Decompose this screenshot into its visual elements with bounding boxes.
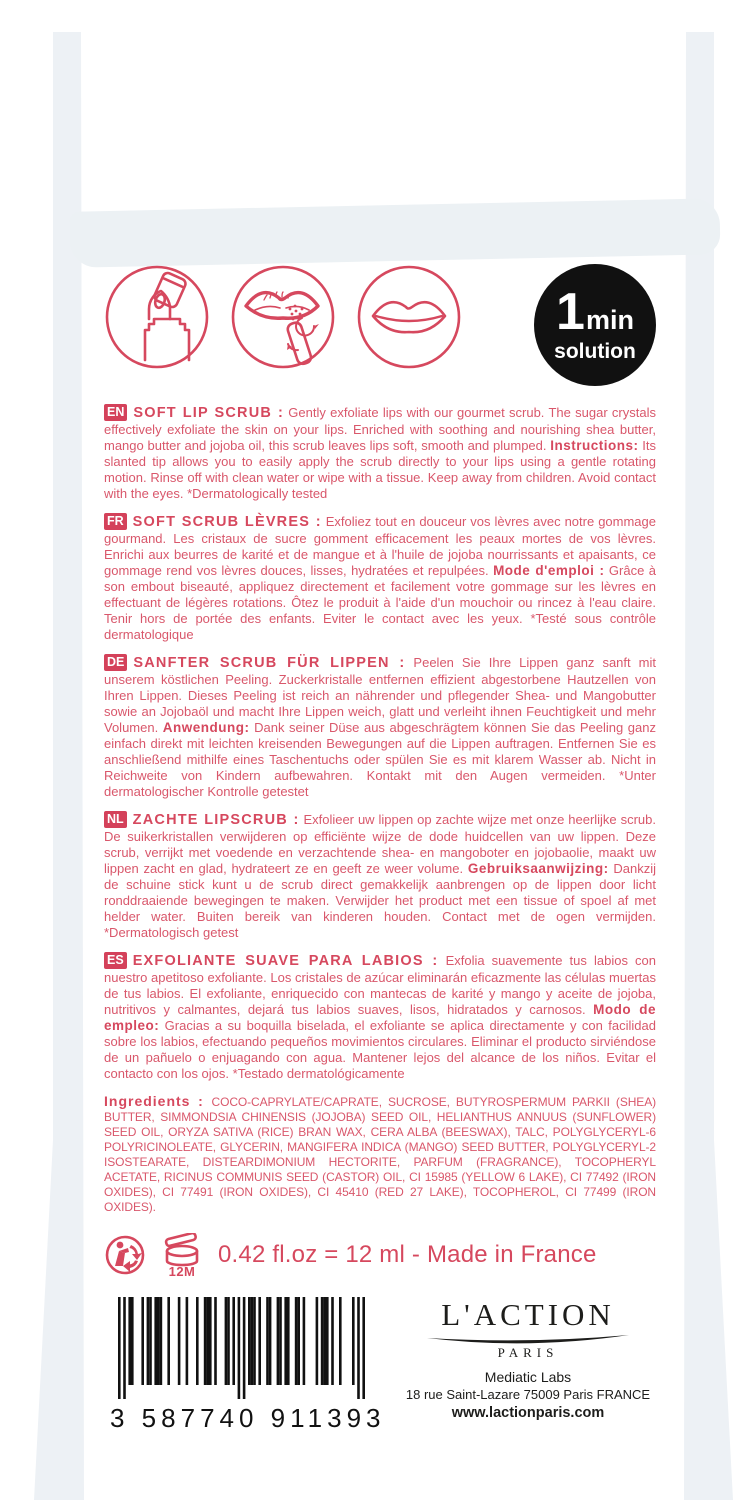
size-made-in-france-text: 0.42 fl.oz = 12 ml - Made in France — [218, 1241, 597, 1268]
section-de — [104, 655, 656, 800]
barcode-brand-row — [104, 1297, 656, 1434]
section-de-body1: Peelen Sie Ihre Lippen ganz sanft mit unserem köstlichen Peeling. Zuckerkristalle entfernen effizient abgestorbene Hautzellen von Ihren Lippen. Dieses Peeling ist reich an nährender und pflegender Shea- und Mangobutter sowie an Jojobaöl und macht Ihre Lippen weich, glatt und verleiht ihnen Feuchtigkeit und mehr Volumen. — [104, 655, 656, 735]
brand-address: 18 rue Saint-Lazare 75009 Paris FRANCE — [405, 1387, 651, 1402]
pack-fold-band — [69, 198, 720, 268]
badge-1min-min: min — [585, 305, 634, 335]
lipstick-open-icon — [104, 264, 210, 370]
section-fr — [104, 514, 656, 643]
section-es-body1: Exfolia suavemente tus labios con nuestro apetitoso exfoliante. Los cristales de azúcar eliminarán eficazmente las células muertas de tus labios. El exfoliante, enriquecido con mantecas de karité y mango y aceite de jojoba, nutritivos y calmantes, dejará tus labios suaves, lisos, hidratados y carnosos. — [104, 953, 656, 1017]
lang-badge-es: ES — [104, 952, 127, 969]
section-en — [104, 405, 656, 502]
barcode-bars — [110, 1297, 370, 1401]
brand-website: www.lactionparis.com — [451, 1405, 605, 1421]
size-line-row — [104, 1229, 656, 1281]
brand-labs: Mediatic Labs — [484, 1369, 572, 1385]
section-en-body2: Its slanted tip allows you to easily apply the scrub directly to your lips using a gentle rotating motion. Rinse off with clean water or wipe with a tissue. Keep away from children. Avoid contact with the eyes. *Dermatologically tested — [104, 438, 656, 501]
badge-1min-solution: solution — [554, 340, 636, 363]
section-de-body2: Dank seiner Düse aus abgeschrägtem können Sie das Peeling ganz einfach direkt mit leichten kreisenden Bewegungen auf die Lippen auftragen. Entfernen Sie es anschließend mithilfe eines Taschentuchs oder spülen Sie es mit klarem Wasser ab. Nicht in Reichweite von Kindern aufbewahren. Kontakt mit den Augen vermeiden. *Unter dermatologischer Kontrolle getestet — [104, 720, 656, 799]
barcode-block — [110, 1297, 390, 1434]
smooth-lips-icon — [356, 264, 462, 370]
section-nl-body2: Dankzij de schuine stick kunt u de scrub direct gemakkelijk aanbrengen op de lippen door licht ronddraaiende bewegingen te maken. Verwijder het product met een tissue of spoel af met helder water. Buiten bereik van kinderen houden. Contact met de ogen vermijden. *Dermatologisch getest — [104, 861, 656, 940]
section-es-title: EXFOLIANTE SUAVE PARA LABIOS : — [132, 953, 439, 969]
section-fr-body1: Exfoliez tout en douceur vos lèvres avec notre gommage gourmand. Les cristaux de sucre gomment efficacement les peaux mortes de vos lèvres. Enrichi aux beurres de karité et de mangue et à l'huile de jojoba nourrissants et apaisants, ce gommage rend vos lèvres douces, lisses, hydratées et repulpées. — [104, 514, 656, 578]
section-de-title: SANFTER SCRUB FÜR LIPPEN : — [133, 655, 406, 671]
lang-badge-nl: NL — [104, 811, 127, 828]
ingredients-label: Ingredients : — [104, 1093, 212, 1109]
lang-badge-de: DE — [104, 654, 127, 671]
section-nl — [104, 812, 656, 941]
triman-recycle-icon — [104, 1232, 150, 1278]
section-es — [104, 953, 656, 1082]
lips-apply-scrub-icon — [230, 264, 336, 370]
section-fr-keyword: Mode d'emploi : — [493, 563, 605, 578]
one-min-solution-badge — [534, 264, 656, 386]
pao-open-jar-icon — [160, 1233, 204, 1267]
brand-name: L'ACTION — [441, 1297, 615, 1332]
pao-12m — [160, 1233, 204, 1278]
section-en-body1: Gently exfoliate lips with our gourmet scrub. The sugar crystals effectively exfoliate the skin on your lips. Enriched with soothing and nourishing shea butter, mango butter and jojoba oil, this scrub leaves lips soft, smooth and plumped. — [104, 405, 656, 453]
badge-1min-number: 1 — [556, 283, 583, 341]
section-es-keyword: Modo de empleo: — [104, 1002, 657, 1033]
lang-badge-fr: FR — [104, 513, 127, 530]
brand-block — [400, 1297, 656, 1421]
ingredients-text: COCO-CAPRYLATE/CAPRATE, SUCROSE, BUTYROSPERMUM PARKII (SHEA) BUTTER, SIMMONDSIA CHINENSIS (JOJOBA) SEED OIL, HELIANTHUS ANNUUS (SUNFLOWER) SEED OIL, ORYZA SATIVA (RICE) BRAN WAX, CERA ALBA (BEESWAX), TALC, POLYGLYCERYL-6 POLYRICINOLEATE, GLYCERIN, MANGIFERA INDICA (MANGO) SEED BUTTER, POLYGLYCERYL-2 ISOSTEARATE, DISTEARDIMONIUM HECTORITE, PARFUM (FRAGRANCE), TOCOPHERYL ACETATE, RICINUS COMMUNIS SEED (CASTOR) OIL, CI 15985 (YELLOW 6 LAKE), CI 77492 (IRON OXIDES), CI 77491 (IRON OXIDES), CI 45410 (RED 27 LAKE), TOCOPHEROL, CI 77499 (IRON OXIDES). — [104, 1095, 656, 1214]
section-fr-title: SOFT SCRUB LÈVRES : — [132, 514, 322, 530]
lang-badge-en: EN — [104, 404, 127, 421]
brand-city: PARIS — [497, 1345, 559, 1360]
usage-pictogram-row — [104, 264, 656, 396]
section-en-keyword: Instructions: — [550, 438, 639, 453]
ingredients-paragraph — [104, 1094, 656, 1215]
label-content — [104, 264, 656, 1434]
section-nl-keyword: Gebruiksaanwijzing: — [467, 861, 609, 876]
pao-12m-label: 12M — [168, 1263, 196, 1279]
barcode-digits: 3 587740 911393 — [110, 1403, 386, 1433]
section-nl-body1: Exfolieer uw lippen op zachte wijze met onze heerlijke scrub. De suikerkristallen verwijderen op efficiënte wijze de dode huidcellen van uw lippen. Deze scrub, verrijkt met voedende en verzachtende shea- en mangoboter en jojobaolie, maakt uw lippen zacht en glad, hydrateert ze en geeft ze weer volume. — [104, 812, 656, 876]
section-nl-title: ZACHTE LIPSCRUB : — [132, 812, 300, 828]
section-en-title: SOFT LIP SCRUB : — [133, 405, 284, 421]
section-de-keyword: Anwendung: — [162, 720, 250, 735]
section-es-body2: Gracias a su boquilla biselada, el exfoliante se aplica directamente y con facilidad sobre los labios, efectuando pequeños movimientos circulares. Eliminar el producto sirviéndose de un pañuelo o enjuagando con agua. Mantener lejos del alcance de los niños. Evitar el contacto con los ojos. *Testado dermatológicamente — [104, 1018, 656, 1081]
section-fr-body2: Grâce à son embout biseauté, appliquez directement et facilement votre gommage sur les lèvres en effectuant de légères rotations. Ôtez le produit à l'aide d'un mouchoir ou rincez à l'eau claire. Tenir hors de portée des enfants. Eviter le contact avec les yeux. *Testé sous contrôle dermatologique — [104, 563, 656, 642]
